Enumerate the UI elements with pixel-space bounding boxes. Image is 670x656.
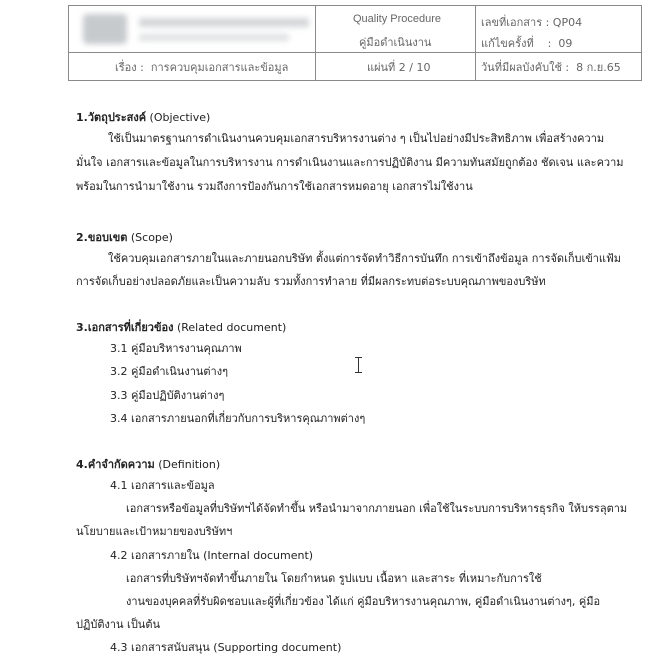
doc-type-label: Quality Procedure [353, 13, 442, 25]
objective-heading: 1.วัตถุประสงค์ (Objective) [76, 111, 211, 124]
definition-subheading: 4.2 เอกสารภายใน (Internal document) [110, 549, 314, 562]
doc-number: เลขที่เอกสาร : QP04 [481, 16, 583, 29]
related-item: 3.2 คู่มือดำเนินงานต่างๆ [110, 365, 228, 378]
definition-subheading: 4.3 เอกสารสนับสนุน (Supporting document) [110, 641, 342, 654]
definition-heading: 4.คำจำกัดความ (Definition) [76, 458, 221, 471]
objective-text: พร้อมในการนำมาใช้งาน รวมถึงการป้องกันการใช้เอกสารหมดอายุ เอกสารไม่ใช้งาน [76, 180, 473, 193]
subject-label: เรื่อง : การควบคุมเอกสารและข้อมูล [115, 61, 289, 74]
objective-text: ใช้เป็นมาตรฐานการดำเนินงานควบคุมเอกสารบริหารงานต่าง ๆ เป็นไปอย่างมีประสิทธิภาพ เพื่อสร้างความ [108, 132, 605, 145]
effective-date: วันที่มีผลบังคับใช้ : 8 ก.ย.65 [481, 61, 621, 74]
definition-text: เอกสารหรือข้อมูลที่บริษัทฯได้จัดทำขึ้น หรือนำมาจากภายนอก เพื่อใช้ในระบบการบริหารธุรกิจ ให้บรรลุตาม [126, 502, 628, 515]
text-cursor-icon [355, 357, 362, 373]
company-logo [77, 12, 317, 48]
page-number: แผ่นที่ 2 / 10 [367, 61, 431, 74]
related-item: 3.1 คู่มือบริหารงานคุณภาพ [110, 342, 242, 355]
revision-number: แก้ไขครั้งที่ : 09 [481, 37, 573, 50]
scope-text: ใช้ควบคุมเอกสารภายในและภายนอกบริษัท ตั้งแต่การจัดทำวิธีการบันทึก การเข้าถึงข้อมูล การจัดเก็บเข้าแฟ้ม [108, 252, 622, 265]
definition-text: ปฏิบัติงาน เป็นต้น [76, 618, 160, 631]
definition-text: งานของบุคคลที่รับผิดชอบและผู้ที่เกี่ยวข้อง ได้แก่ คู่มือบริหารงานคุณภาพ, คู่มือดำเนินงานต่างๆ, คู่มือ [126, 595, 601, 608]
definition-text: เอกสารที่บริษัทฯจัดทำขึ้นภายใน โดยกำหนด รูปแบบ เนื้อหา และสาระ ที่เหมาะกับการใช้ [126, 572, 542, 585]
definition-subheading: 4.1 เอกสารและข้อมูล [110, 479, 215, 492]
related-item: 3.3 คู่มือปฏิบัติงานต่างๆ [110, 389, 225, 402]
header-divider [475, 6, 476, 80]
document-header-table [68, 5, 642, 81]
scope-heading: 2.ขอบเขต (Scope) [76, 231, 173, 244]
scope-text: การจัดเก็บอย่างปลอดภัยและเป็นความลับ รวมทั้งการทำลาย ที่มีผลกระทบต่อระบบคุณภาพของบริษัท [76, 275, 546, 288]
related-item: 3.4 เอกสารภายนอกที่เกี่ยวกับการบริหารคุณภาพต่างๆ [110, 412, 366, 425]
manual-label: คู่มือดำเนินงาน [359, 36, 432, 49]
objective-text: มั่นใจ เอกสารและข้อมูลในการบริหารงาน การดำเนินงานและการปฏิบัติงาน มีความทันสมัยถูกต้อง ชัดเจน และความ [76, 156, 624, 169]
definition-text: นโยบายและเป้าหมายของบริษัทฯ [76, 525, 233, 538]
header-divider [69, 52, 641, 53]
related-heading: 3.เอกสารที่เกี่ยวข้อง (Related document) [76, 321, 287, 334]
